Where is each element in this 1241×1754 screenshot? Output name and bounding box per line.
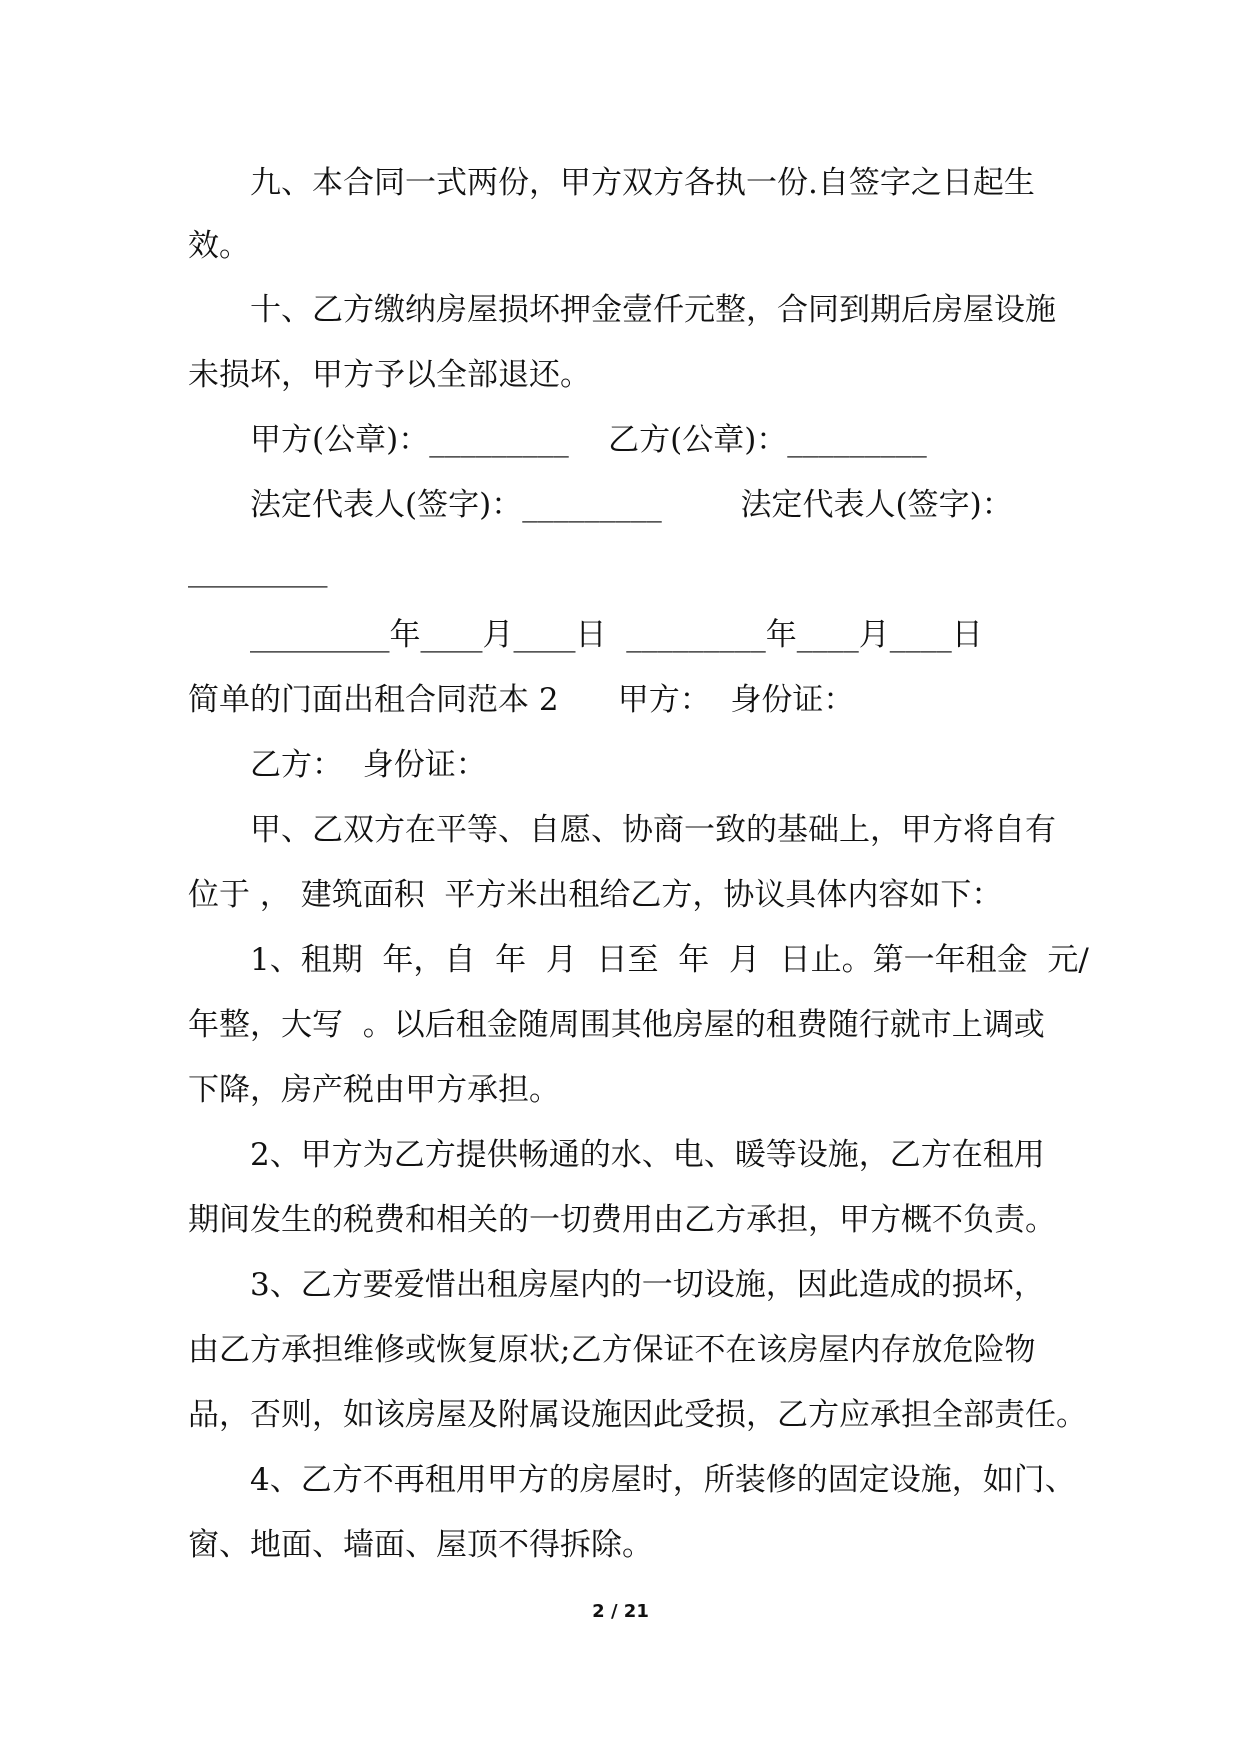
text-line: 1、租期 年，自 年 月 日至 年 月 日止。第一年租金 元/	[250, 942, 1089, 978]
section-heading: 简单的门面出租合同范本 2 甲方： 身份证：	[188, 682, 855, 718]
text-line: 4、乙方不再租用甲方的房屋时，所装修的固定设施，如门、	[250, 1462, 1076, 1498]
text-line: 品，否则，如该房屋及附属设施因此受损，乙方应承担全部责任。	[188, 1397, 1087, 1433]
text-line: 甲、乙双方在平等、自愿、协商一致的基础上，甲方将自有	[250, 812, 1056, 848]
text-line: 年整，大写 。以后租金随周围其他房屋的租费随行就市上调或	[188, 1007, 1045, 1043]
text-line: 下降，房产税由甲方承担。	[188, 1072, 560, 1108]
signature-line-seal: 甲方(公章)：_________ 乙方(公章)：_________	[250, 422, 927, 458]
date-line: _________年____月____日 _________年____月____日	[250, 617, 983, 653]
text-line: 乙方： 身份证：	[250, 747, 487, 783]
text-line: 位于 ， 建筑面积 平方米出租给乙方，协议具体内容如下：	[188, 877, 1003, 913]
text-line: 窗、地面、墙面、屋顶不得拆除。	[188, 1527, 653, 1563]
text-line: 效。	[188, 228, 250, 264]
signature-blank: _________	[188, 552, 328, 588]
text-line: 3、乙方要爱惜出租房屋内的一切设施，因此造成的损坏，	[250, 1267, 1045, 1303]
signature-line-representative: 法定代表人(签字)：_________ 法定代表人(签字)：	[250, 487, 1013, 523]
page-number: 2 / 21	[592, 1601, 649, 1622]
text-line: 九、本合同一式两份，甲方双方各执一份.自签字之日起生	[250, 165, 1035, 201]
text-line: 2、甲方为乙方提供畅通的水、电、暖等设施，乙方在租用	[250, 1137, 1045, 1173]
text-line: 由乙方承担维修或恢复原状;乙方保证不在该房屋内存放危险物	[188, 1332, 1036, 1368]
text-line: 十、乙方缴纳房屋损坏押金壹仟元整，合同到期后房屋设施	[250, 292, 1056, 328]
text-line: 期间发生的税费和相关的一切费用由乙方承担，甲方概不负责。	[188, 1202, 1056, 1238]
text-line: 未损坏，甲方予以全部退还。	[188, 357, 591, 393]
